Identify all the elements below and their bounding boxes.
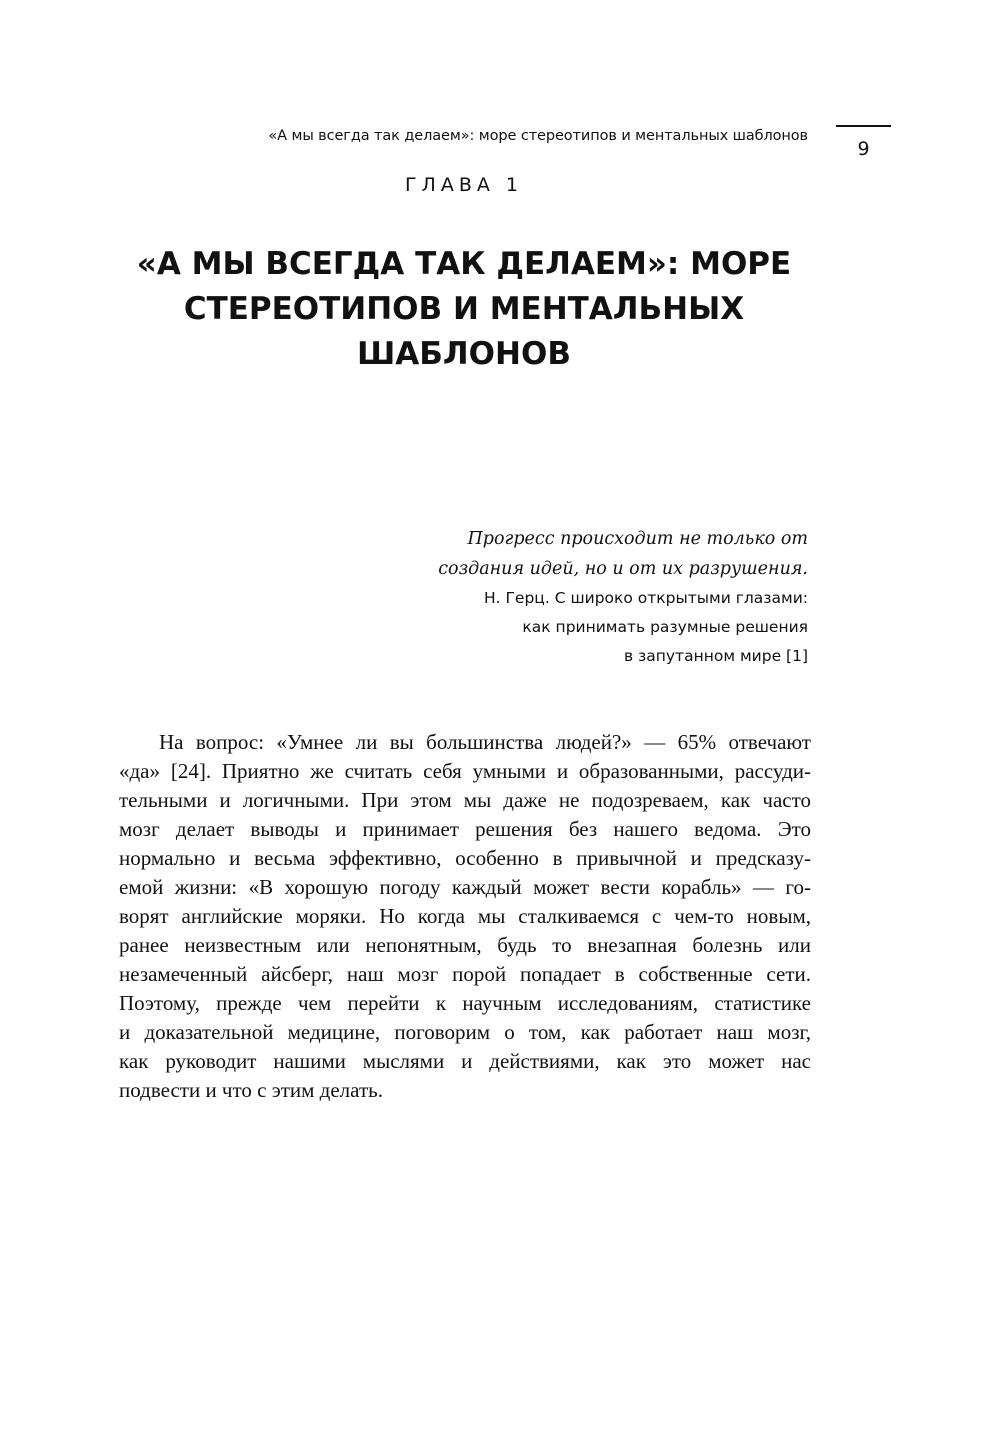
body-line: Поэтому, прежде чем перейти к научным исследованиям, статистике [119,991,811,1015]
epigraph-source-line: в запутанном мире [1] [623,647,808,665]
chapter-title-line: ШАБЛОНОВ [357,336,571,372]
body-line: как руководит нашими мыслями и действиями, как это может нас [119,1049,811,1073]
epigraph [300,524,808,671]
body-line: тельными и логичными. При этом мы даже не подозреваем, как часто [119,788,811,812]
epigraph-quote-line: создания идей, но и от их разрушения. [438,559,808,579]
body-line: На вопрос: «Умнее ли вы большинства людей?» — 65% отвечают [159,730,811,754]
body-line: нормально и весьма эффективно, особенно в привычной и предсказу- [119,846,811,870]
body-paragraph [119,728,811,1105]
body-line: ворят английские моряки. Но когда мы сталкиваемся с чем-то новым, [119,904,811,928]
chapter-title-line: СТЕРЕОТИПОВ И МЕНТАЛЬНЫХ [183,291,745,327]
epigraph-source-line: как принимать разумные решения [522,618,808,636]
body-line: и доказательной медицине, поговорим о том, как работает наш мозг, [119,1020,811,1044]
chapter-title-line: «А МЫ ВСЕГДА ТАК ДЕЛАЕМ»: МОРЕ [136,246,792,282]
epigraph-quote-line: Прогресс происходит не только от [467,529,808,549]
epigraph-source [300,584,808,671]
body-line: «да» [24]. Приятно же считать себя умными и образованными, рассуди- [119,759,811,783]
body-line: мозг делает выводы и принимает решения без нашего ведома. Это [119,817,811,841]
body-line: емой жизни: «В хорошую погоду каждый может вести корабль» — го- [119,875,811,899]
chapter-label: ГЛАВА 1 [404,174,524,196]
epigraph-source-line: Н. Герц. С широко открытыми глазами: [483,589,808,607]
page-number-rule [836,125,891,127]
body-line: подвести и что с этим делать. [119,1078,383,1102]
chapter-title [120,242,808,377]
epigraph-quote [300,524,808,584]
running-header: «А мы всегда так делаем»: море стереотипов и ментальных шаблонов [268,128,808,144]
body-line: ранее неизвестным или непонятным, будь то внезапная болезнь или [119,933,811,957]
page-number: 9 [857,138,870,160]
body-line: незамеченный айсберг, наш мозг порой попадает в собственные сети. [119,962,811,986]
